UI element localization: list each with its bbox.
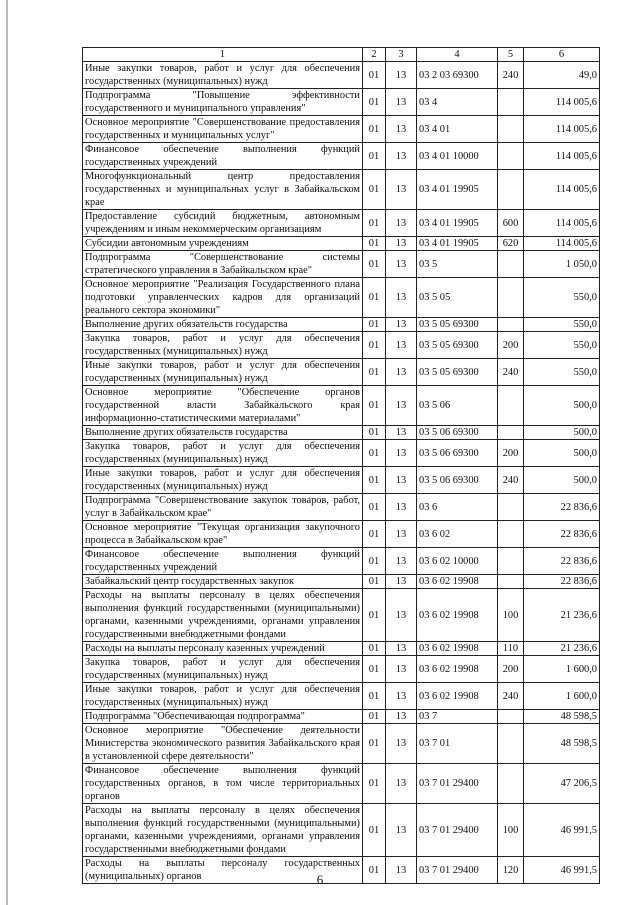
cell-section: 01 (363, 804, 386, 857)
cell-expense-type (498, 170, 524, 210)
cell-section: 01 (363, 589, 386, 642)
cell-expense-type: 620 (498, 237, 524, 251)
cell-amount: 114 005,6 (524, 143, 600, 170)
cell-subsection: 13 (386, 804, 417, 857)
cell-amount: 550,0 (524, 278, 600, 318)
cell-subsection: 13 (386, 318, 417, 332)
cell-name: Закупка товаров, работ и услуг для обеспечения государственных (муниципальных) нужд (83, 440, 363, 467)
table-row (83, 210, 600, 237)
cell-amount: 114 005,6 (524, 116, 600, 143)
cell-amount: 1 600,0 (524, 656, 600, 683)
cell-subsection: 13 (386, 857, 417, 884)
cell-subsection: 13 (386, 386, 417, 426)
cell-expense-type (498, 764, 524, 804)
cell-section: 01 (363, 857, 386, 884)
cell-name: Подпрограмма "Обеспечивающая подпрограмма" (83, 710, 363, 724)
budget-table (82, 47, 600, 884)
cell-target-article: 03 4 01 10000 (417, 143, 498, 170)
cell-amount: 21 236,6 (524, 642, 600, 656)
cell-name: Основное мероприятие "Текущая организация закупочного процесса в Забайкальском крае" (83, 521, 363, 548)
header-row (83, 48, 600, 62)
cell-subsection: 13 (386, 656, 417, 683)
cell-subsection: 13 (386, 440, 417, 467)
table-row (83, 724, 600, 764)
page-number: 6 (316, 872, 324, 887)
cell-amount: 550,0 (524, 318, 600, 332)
cell-target-article: 03 4 01 19905 (417, 170, 498, 210)
cell-name: Иные закупки товаров, работ и услуг для обеспечения государственных (муниципальных) нужд (83, 467, 363, 494)
cell-name: Финансовое обеспечение выполнения функций государственных учреждений (83, 548, 363, 575)
cell-target-article: 03 4 01 19905 (417, 237, 498, 251)
cell-subsection: 13 (386, 575, 417, 589)
table-row (83, 332, 600, 359)
table-row (83, 251, 600, 278)
cell-section: 01 (363, 318, 386, 332)
cell-amount: 500,0 (524, 467, 600, 494)
table-row (83, 521, 600, 548)
table-row (83, 440, 600, 467)
cell-section: 01 (363, 575, 386, 589)
cell-amount: 500,0 (524, 386, 600, 426)
cell-expense-type (498, 575, 524, 589)
cell-name: Субсидии автономным учреждениям (83, 237, 363, 251)
cell-section: 01 (363, 683, 386, 710)
cell-amount: 49,0 (524, 62, 600, 89)
cell-target-article: 03 7 01 29400 (417, 764, 498, 804)
cell-subsection: 13 (386, 332, 417, 359)
cell-name: Подпрограмма "Совершенствование системы стратегического управления в Забайкальском крае" (83, 251, 363, 278)
cell-section: 01 (363, 764, 386, 804)
cell-target-article: 03 4 01 19905 (417, 210, 498, 237)
cell-subsection: 13 (386, 359, 417, 386)
cell-name: Иные закупки товаров, работ и услуг для обеспечения государственных (муниципальных) нужд (83, 683, 363, 710)
table-row (83, 642, 600, 656)
cell-section: 01 (363, 143, 386, 170)
cell-expense-type: 240 (498, 62, 524, 89)
cell-expense-type (498, 724, 524, 764)
cell-expense-type: 200 (498, 332, 524, 359)
cell-subsection: 13 (386, 143, 417, 170)
cell-expense-type (498, 710, 524, 724)
cell-subsection: 13 (386, 170, 417, 210)
cell-name: Основное мероприятие "Совершенствование предоставления государственных и муниципальных услуг" (83, 116, 363, 143)
column-header-5: 5 (498, 48, 524, 62)
cell-target-article: 03 6 02 19908 (417, 589, 498, 642)
table-row (83, 467, 600, 494)
cell-name: Расходы на выплаты персоналу казенных учреждений (83, 642, 363, 656)
cell-subsection: 13 (386, 764, 417, 804)
cell-section: 01 (363, 210, 386, 237)
cell-amount: 21 236,6 (524, 589, 600, 642)
cell-name: Основное мероприятие "Реализация Государственного плана подготовки управленческих кадров для организаций реального сектора экономики" (83, 278, 363, 318)
cell-amount: 1 050,0 (524, 251, 600, 278)
cell-expense-type: 200 (498, 440, 524, 467)
cell-section: 01 (363, 467, 386, 494)
cell-target-article: 03 5 06 69300 (417, 467, 498, 494)
cell-section: 01 (363, 724, 386, 764)
cell-target-article: 03 5 05 (417, 278, 498, 318)
cell-section: 01 (363, 251, 386, 278)
cell-subsection: 13 (386, 521, 417, 548)
cell-target-article: 03 7 (417, 710, 498, 724)
cell-subsection: 13 (386, 251, 417, 278)
table-row (83, 548, 600, 575)
cell-name: Иные закупки товаров, работ и услуг для обеспечения государственных (муниципальных) нужд (83, 359, 363, 386)
cell-section: 01 (363, 548, 386, 575)
cell-subsection: 13 (386, 710, 417, 724)
cell-section: 01 (363, 237, 386, 251)
cell-expense-type (498, 494, 524, 521)
cell-expense-type (498, 89, 524, 116)
cell-name: Подпрограмма "Повышение эффективности государственного и муниципального управления" (83, 89, 363, 116)
table-row (83, 62, 600, 89)
cell-amount: 114 005,6 (524, 89, 600, 116)
table-row (83, 237, 600, 251)
table-row (83, 318, 600, 332)
cell-amount: 114 005,6 (524, 237, 600, 251)
cell-subsection: 13 (386, 426, 417, 440)
cell-section: 01 (363, 642, 386, 656)
scan-edge (6, 0, 8, 905)
cell-expense-type (498, 386, 524, 426)
cell-subsection: 13 (386, 548, 417, 575)
cell-amount: 48 598,5 (524, 710, 600, 724)
cell-target-article: 03 5 06 69300 (417, 426, 498, 440)
cell-amount: 47 206,5 (524, 764, 600, 804)
column-header-2: 2 (363, 48, 386, 62)
table-row (83, 170, 600, 210)
cell-target-article: 03 6 02 19908 (417, 642, 498, 656)
cell-name: Основное мероприятие "Обеспечение деятельности Министерства экономического развития Забайкальского края в установленной сфере деятельности" (83, 724, 363, 764)
cell-amount: 48 598,5 (524, 724, 600, 764)
cell-name: Финансовое обеспечение выполнения функций государственных органов, в том числе территориальных органов (83, 764, 363, 804)
table-row (83, 494, 600, 521)
cell-target-article: 03 6 02 10000 (417, 548, 498, 575)
cell-section: 01 (363, 426, 386, 440)
column-header-1: 1 (83, 48, 363, 62)
cell-expense-type: 240 (498, 683, 524, 710)
cell-target-article: 03 5 06 69300 (417, 440, 498, 467)
table-row (83, 426, 600, 440)
cell-expense-type: 100 (498, 804, 524, 857)
cell-target-article: 03 7 01 29400 (417, 804, 498, 857)
cell-subsection: 13 (386, 89, 417, 116)
cell-section: 01 (363, 494, 386, 521)
cell-target-article: 03 4 (417, 89, 498, 116)
cell-target-article: 03 7 01 29400 (417, 857, 498, 884)
cell-subsection: 13 (386, 724, 417, 764)
cell-target-article: 03 5 06 (417, 386, 498, 426)
cell-subsection: 13 (386, 62, 417, 89)
cell-name: Иные закупки товаров, работ и услуг для обеспечения государственных (муниципальных) нужд (83, 62, 363, 89)
table-row (83, 656, 600, 683)
cell-expense-type (498, 251, 524, 278)
cell-amount: 22 836,6 (524, 575, 600, 589)
cell-target-article: 03 5 (417, 251, 498, 278)
cell-amount: 46 991,5 (524, 857, 600, 884)
cell-subsection: 13 (386, 683, 417, 710)
cell-section: 01 (363, 62, 386, 89)
cell-amount: 114 005,6 (524, 170, 600, 210)
table-row (83, 278, 600, 318)
cell-name: Расходы на выплаты персоналу в целях обеспечения выполнения функций государственными (муниципальными) органами, казенными учреждениями, органами управления государственными внебюджетными фондами (83, 804, 363, 857)
cell-expense-type (498, 143, 524, 170)
table-row (83, 683, 600, 710)
cell-subsection: 13 (386, 210, 417, 237)
cell-subsection: 13 (386, 589, 417, 642)
cell-name: Подпрограмма "Совершенствование закупок товаров, работ, услуг в Забайкальском крае" (83, 494, 363, 521)
cell-section: 01 (363, 710, 386, 724)
cell-name: Расходы на выплаты персоналу в целях обеспечения выполнения функций государственными (муниципальными) органами, казенными учреждениями, органами управления государственными внебюджетными фондами (83, 589, 363, 642)
cell-name: Забайкальский центр государственных закупок (83, 575, 363, 589)
cell-name: Основное мероприятие "Обеспечение органов государственной власти Забайкальского края информационно-статистическими материалами" (83, 386, 363, 426)
table-row (83, 116, 600, 143)
cell-target-article: 03 6 02 19908 (417, 575, 498, 589)
cell-name: Выполнение других обязательств государства (83, 426, 363, 440)
cell-amount: 22 836,6 (524, 548, 600, 575)
column-header-4: 4 (417, 48, 498, 62)
column-header-6: 6 (524, 48, 600, 62)
table-row (83, 386, 600, 426)
cell-name: Многофункциональный центр предоставления государственных и муниципальных услуг в Забайкальском крае (83, 170, 363, 210)
cell-name: Выполнение других обязательств государства (83, 318, 363, 332)
cell-expense-type (498, 278, 524, 318)
cell-expense-type: 100 (498, 589, 524, 642)
cell-subsection: 13 (386, 237, 417, 251)
cell-subsection: 13 (386, 467, 417, 494)
cell-amount: 46 991,5 (524, 804, 600, 857)
cell-target-article: 03 6 02 19908 (417, 683, 498, 710)
cell-expense-type (498, 521, 524, 548)
cell-name: Закупка товаров, работ и услуг для обеспечения государственных (муниципальных) нужд (83, 656, 363, 683)
cell-expense-type (498, 318, 524, 332)
cell-section: 01 (363, 116, 386, 143)
cell-target-article: 03 5 05 69300 (417, 359, 498, 386)
cell-amount: 22 836,6 (524, 494, 600, 521)
cell-section: 01 (363, 170, 386, 210)
table-row (83, 359, 600, 386)
cell-target-article: 03 6 02 19908 (417, 656, 498, 683)
table-row (83, 589, 600, 642)
cell-expense-type: 200 (498, 656, 524, 683)
cell-target-article: 03 6 02 (417, 521, 498, 548)
cell-amount: 500,0 (524, 440, 600, 467)
cell-subsection: 13 (386, 494, 417, 521)
cell-amount: 114 005,6 (524, 210, 600, 237)
cell-target-article: 03 7 01 (417, 724, 498, 764)
cell-section: 01 (363, 359, 386, 386)
cell-expense-type: 240 (498, 359, 524, 386)
table-row (83, 710, 600, 724)
table-row (83, 575, 600, 589)
cell-name: Финансовое обеспечение выполнения функций государственных учреждений (83, 143, 363, 170)
cell-target-article: 03 4 01 (417, 116, 498, 143)
cell-target-article: 03 2 03 69300 (417, 62, 498, 89)
table-row (83, 764, 600, 804)
cell-section: 01 (363, 89, 386, 116)
table-row (83, 89, 600, 116)
cell-target-article: 03 5 05 69300 (417, 318, 498, 332)
cell-expense-type: 600 (498, 210, 524, 237)
cell-expense-type (498, 548, 524, 575)
cell-subsection: 13 (386, 278, 417, 318)
cell-amount: 22 836,6 (524, 521, 600, 548)
table-row (83, 143, 600, 170)
cell-amount: 550,0 (524, 359, 600, 386)
cell-section: 01 (363, 440, 386, 467)
cell-name: Расходы на выплаты персоналу государственных (муниципальных) органов (83, 857, 363, 884)
cell-section: 01 (363, 386, 386, 426)
cell-section: 01 (363, 278, 386, 318)
cell-subsection: 13 (386, 116, 417, 143)
table-row (83, 804, 600, 857)
cell-expense-type: 110 (498, 642, 524, 656)
cell-section: 01 (363, 521, 386, 548)
cell-name: Предоставление субсидий бюджетным, автономным учреждениям и иным некоммерческим организациям (83, 210, 363, 237)
cell-expense-type (498, 426, 524, 440)
cell-section: 01 (363, 332, 386, 359)
cell-target-article: 03 6 (417, 494, 498, 521)
cell-expense-type (498, 116, 524, 143)
cell-section: 01 (363, 656, 386, 683)
cell-expense-type: 240 (498, 467, 524, 494)
cell-amount: 500,0 (524, 426, 600, 440)
cell-amount: 1 600,0 (524, 683, 600, 710)
cell-subsection: 13 (386, 642, 417, 656)
cell-amount: 550,0 (524, 332, 600, 359)
cell-name: Закупка товаров, работ и услуг для обеспечения государственных (муниципальных) нужд (83, 332, 363, 359)
column-header-3: 3 (386, 48, 417, 62)
cell-target-article: 03 5 05 69300 (417, 332, 498, 359)
cell-expense-type: 120 (498, 857, 524, 884)
